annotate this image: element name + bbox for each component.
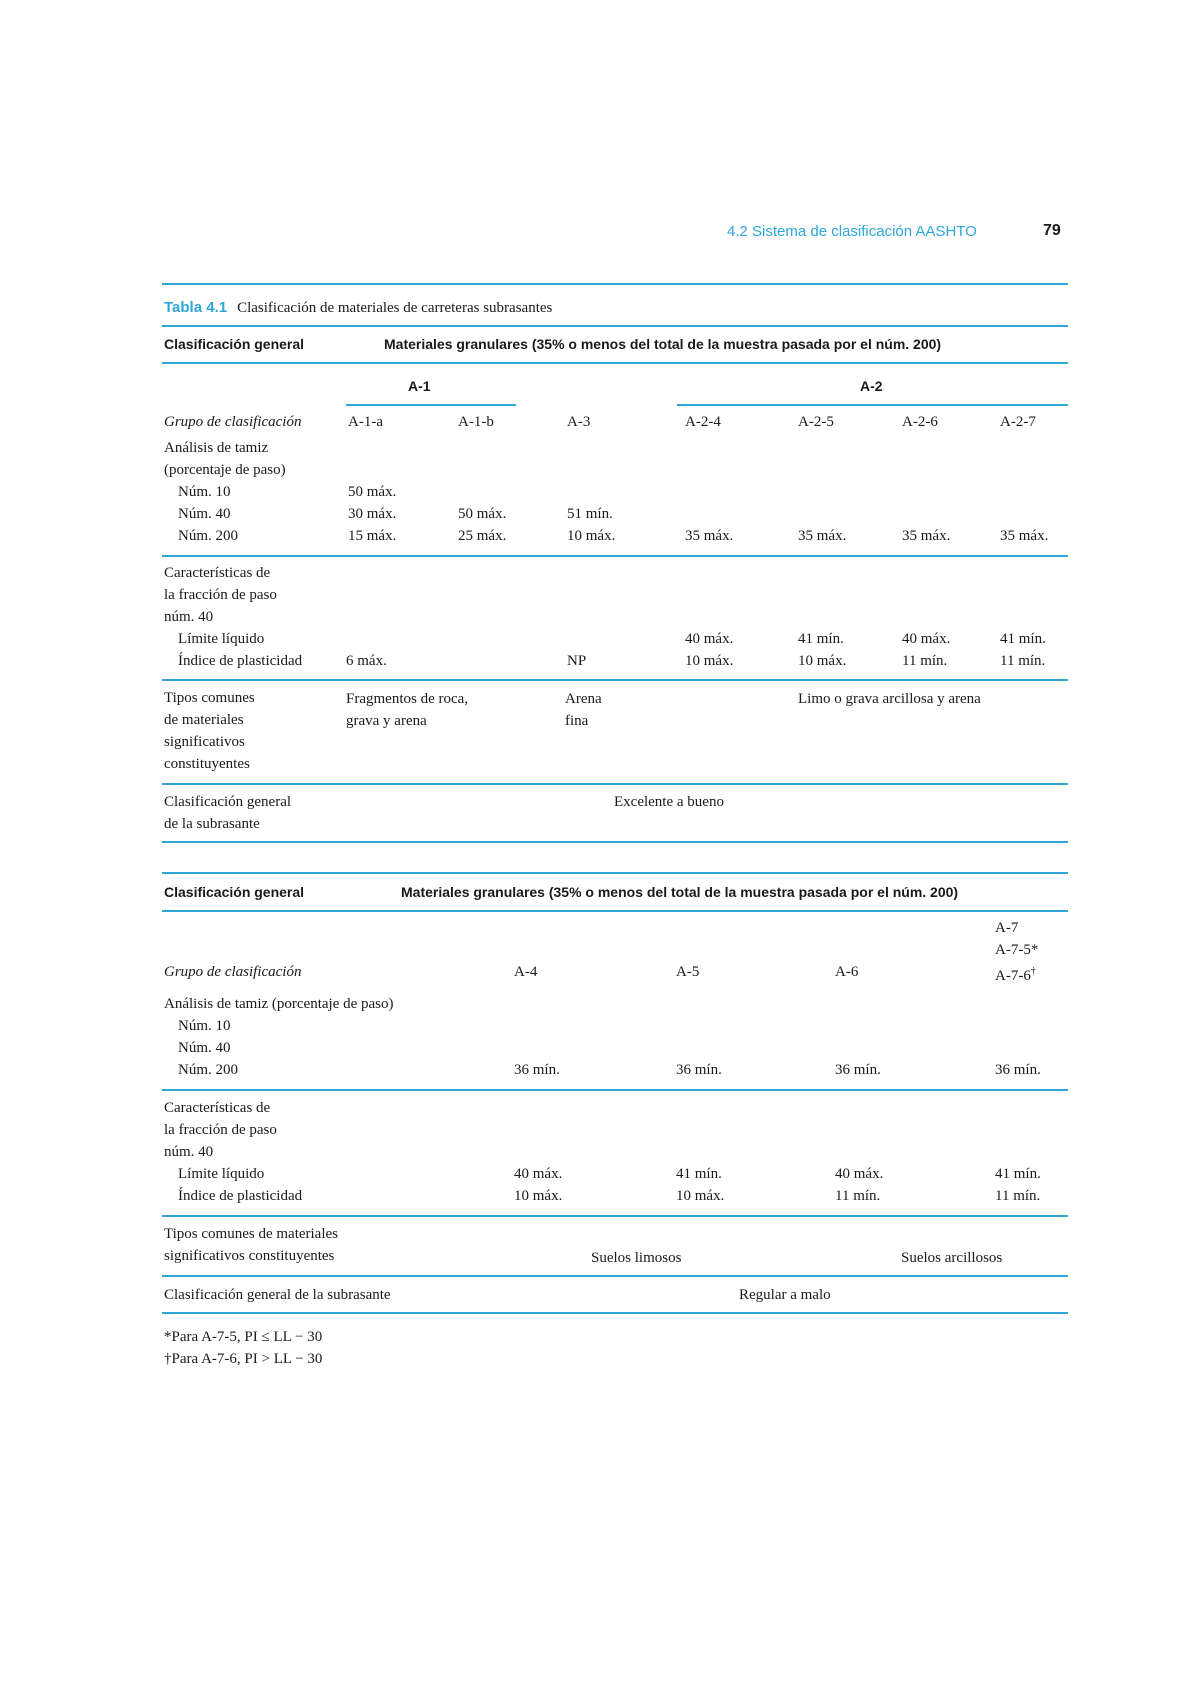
- p1-fraction-label: Características de: [164, 565, 271, 581]
- p1-group-label: Grupo de clasificación: [164, 414, 302, 430]
- p2-num200-value: 36 mín.: [514, 1062, 560, 1078]
- p1-rating-value: Excelente a bueno: [614, 794, 724, 810]
- p1-group-col: A-2-4: [685, 414, 721, 430]
- p2-ll-value: 41 mín.: [995, 1166, 1041, 1182]
- p2-types-label-2: significativos constituyentes: [164, 1248, 335, 1264]
- p2-fraction-label-3: núm. 40: [164, 1144, 214, 1160]
- p1-rating-label-2: de la subrasante: [164, 816, 260, 832]
- p1-num200-value: 15 máx.: [348, 528, 397, 544]
- p1-types-label-3: significativos: [164, 734, 245, 750]
- p1-num40-value: 51 mín.: [567, 506, 613, 522]
- p1-ll-value: 40 máx.: [902, 631, 951, 647]
- p2-num40-label: Núm. 40: [178, 1040, 231, 1056]
- table-caption-text: Clasificación de materiales de carreteras subrasantes: [237, 300, 553, 316]
- p2-sieve-label: Análisis de tamiz (porcentaje de paso): [164, 996, 394, 1012]
- p2-group-label: Grupo de clasificación: [164, 964, 302, 980]
- p1-types-a1: Fragmentos de roca,: [346, 691, 469, 707]
- p1-types-label-4: constituyentes: [164, 756, 250, 772]
- p2-num10-label: Núm. 10: [178, 1018, 231, 1034]
- p1-ll-value: 40 máx.: [685, 631, 734, 647]
- p1-sieve-label-2: (porcentaje de paso): [164, 462, 286, 478]
- p1-group-col: A-1-a: [348, 414, 383, 430]
- p2-ll-value: 40 máx.: [514, 1166, 563, 1182]
- p1-ll-label: Límite líquido: [178, 631, 265, 647]
- p2-types-clayey: Suelos arcillosos: [901, 1250, 1003, 1266]
- p1-num40-value: 50 máx.: [458, 506, 507, 522]
- p1-num200-label: Núm. 200: [178, 528, 238, 544]
- p1-group-col: A-2-5: [798, 414, 834, 430]
- p2-num200-value: 36 mín.: [835, 1062, 881, 1078]
- page-number: 79: [1043, 222, 1061, 239]
- p1-pi-value: 10 máx.: [685, 653, 734, 669]
- table-top-rule: [162, 283, 1068, 285]
- p1-ll-value: 41 mín.: [798, 631, 844, 647]
- p1-group-col: A-2-7: [1000, 414, 1036, 430]
- p2-top-rule: [162, 872, 1068, 874]
- p2-ll-value: 40 máx.: [835, 1166, 884, 1182]
- p1-num200-value: 25 máx.: [458, 528, 507, 544]
- p1-pi-value: 11 mín.: [1000, 653, 1046, 669]
- p2-rule: [162, 1275, 1068, 1277]
- p1-num40-label: Núm. 40: [178, 506, 231, 522]
- footnote-a75: *Para A-7-5, PI ≤ LL − 30: [164, 1329, 323, 1345]
- p2-group-a7: A-7: [995, 920, 1019, 936]
- part1-header-left: Clasificación general: [164, 336, 305, 352]
- p1-types-a1-2: grava y arena: [346, 713, 427, 729]
- p1-num200-value: 35 máx.: [798, 528, 847, 544]
- p2-pi-label: Índice de plasticidad: [178, 1188, 303, 1204]
- p1-pi-value: 11 mín.: [902, 653, 948, 669]
- p2-types-silty: Suelos limosos: [591, 1250, 682, 1266]
- dagger-mark: †: [1030, 966, 1036, 977]
- p1-fraction-label-2: la fracción de paso: [164, 587, 277, 603]
- group-a1-label: A-1: [408, 378, 431, 394]
- p1-num200-value: 35 máx.: [1000, 528, 1049, 544]
- p1-types-label: Tipos comunes: [164, 690, 255, 706]
- p2-ll-label: Límite líquido: [178, 1166, 265, 1182]
- p1-types-a2: Limo o grava arcillosa y arena: [798, 691, 981, 707]
- p1-group-col: A-3: [567, 414, 591, 430]
- p2-num200-label: Núm. 200: [178, 1062, 238, 1078]
- p2-group-col: A-4: [514, 964, 538, 980]
- p1-rule: [162, 555, 1068, 557]
- p1-types-a3: Arena: [565, 691, 602, 707]
- p1-sieve-label: Análisis de tamiz: [164, 440, 269, 456]
- p2-group-a75: A-7-5*: [995, 942, 1039, 958]
- p2-fraction-label-2: la fracción de paso: [164, 1122, 277, 1138]
- p1-pi-value: NP: [567, 653, 587, 669]
- group-a2-rule: [677, 404, 1068, 406]
- p1-fraction-label-3: núm. 40: [164, 609, 214, 625]
- p1-types-a3-2: fina: [565, 713, 589, 729]
- p2-num200-value: 36 mín.: [676, 1062, 722, 1078]
- p2-fraction-label: Características de: [164, 1100, 271, 1116]
- p1-rule: [162, 679, 1068, 681]
- p2-ll-value: 41 mín.: [676, 1166, 722, 1182]
- p2-pi-value: 10 máx.: [676, 1188, 725, 1204]
- table-caption: [164, 297, 552, 319]
- group-a1-rule: [346, 404, 516, 406]
- part2-header-right: Materiales granulares (35% o menos del total de la muestra pasada por el núm. 200): [401, 884, 959, 900]
- p1-pi-label: Índice de plasticidad: [178, 653, 303, 669]
- footnote-a76: †Para A-7-6, PI > LL − 30: [164, 1351, 323, 1367]
- p2-pi-value: 11 mín.: [995, 1188, 1041, 1204]
- p2-rule: [162, 1215, 1068, 1217]
- p1-pi-value: 10 máx.: [798, 653, 847, 669]
- p1-rule: [162, 783, 1068, 785]
- p1-num40-value: 30 máx.: [348, 506, 397, 522]
- p1-num200-value: 35 máx.: [902, 528, 951, 544]
- group-a2-label: A-2: [860, 378, 883, 394]
- p2-header-rule: [162, 910, 1068, 912]
- p1-group-col: A-2-6: [902, 414, 938, 430]
- p2-pi-value: 11 mín.: [835, 1188, 881, 1204]
- p2-rating-value: Regular a malo: [739, 1287, 831, 1303]
- p1-types-label-2: de materiales: [164, 712, 244, 728]
- p2-num200-value: 36 mín.: [995, 1062, 1041, 1078]
- header-rule-top: [162, 325, 1068, 327]
- p2-group-a76-text: A-7-6: [995, 968, 1031, 984]
- running-head: 4.2 Sistema de clasificación AASHTO: [727, 223, 977, 240]
- p1-num10-value: 50 máx.: [348, 484, 397, 500]
- p1-rating-label: Clasificación general: [164, 794, 292, 810]
- part2-header-left: Clasificación general: [164, 884, 305, 900]
- table-label: Tabla 4.1: [164, 299, 228, 316]
- p2-pi-value: 10 máx.: [514, 1188, 563, 1204]
- p1-num200-value: 35 máx.: [685, 528, 734, 544]
- p2-rule: [162, 1089, 1068, 1091]
- p1-num200-value: 10 máx.: [567, 528, 616, 544]
- p2-bottom-rule: [162, 1312, 1068, 1314]
- header-rule-bottom: [162, 362, 1068, 364]
- p2-group-col: A-6: [835, 964, 859, 980]
- part1-header-right: Materiales granulares (35% o menos del total de la muestra pasada por el núm. 200): [384, 336, 942, 352]
- p1-group-col: A-1-b: [458, 414, 494, 430]
- p2-group-a76: [995, 961, 1036, 987]
- p1-ll-value: 41 mín.: [1000, 631, 1046, 647]
- p1-pi-value: 6 máx.: [346, 653, 387, 669]
- p2-types-label: Tipos comunes de materiales: [164, 1226, 339, 1242]
- p1-num10-label: Núm. 10: [178, 484, 231, 500]
- p2-group-col: A-5: [676, 964, 700, 980]
- p2-rating-label: Clasificación general de la subrasante: [164, 1287, 391, 1303]
- p1-bottom-rule: [162, 841, 1068, 843]
